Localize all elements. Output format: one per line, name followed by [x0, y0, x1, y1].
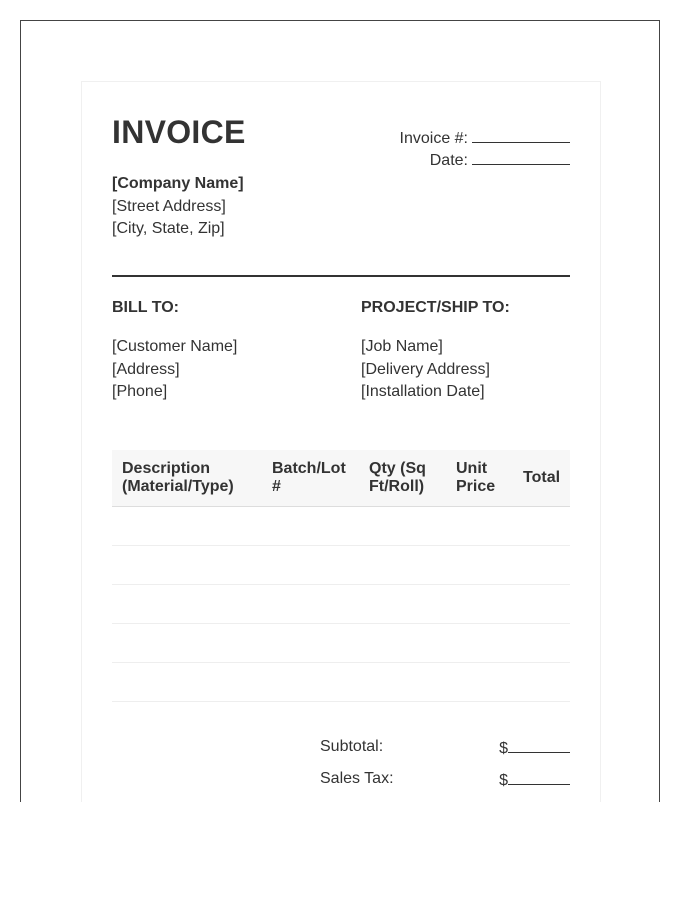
header-unit-price-line1: Unit	[456, 460, 488, 477]
header-unit-price-line2: Price	[456, 478, 496, 495]
subtotal-currency: $	[499, 740, 508, 757]
ship-to-block	[361, 336, 490, 404]
header-total-line1: Total	[523, 469, 561, 486]
subtotal-blank[interactable]	[508, 738, 570, 753]
sales-tax-label: Sales Tax:	[320, 770, 394, 787]
date-label: Date:	[429, 152, 468, 169]
bill-to-block	[112, 336, 237, 404]
company-street: [Street Address]	[112, 197, 226, 215]
table-row[interactable]	[112, 507, 570, 546]
line-items-table	[112, 450, 570, 702]
header-qty	[359, 460, 446, 496]
invoice-number-blank[interactable]	[472, 128, 570, 143]
sales-tax-value[interactable]	[499, 770, 570, 790]
customer-address: [Address]	[112, 360, 180, 378]
header-qty-line1: Qty (Sq	[369, 460, 426, 477]
header-unit-price	[446, 460, 513, 496]
customer-name: [Customer Name]	[112, 338, 238, 355]
header-description	[112, 460, 262, 496]
bill-to-heading: BILL TO:	[112, 299, 179, 316]
header-divider	[112, 275, 570, 277]
header-description-line2: (Material/Type)	[122, 478, 234, 495]
table-header	[112, 450, 570, 507]
company-name: [Company Name]	[112, 175, 244, 192]
invoice-number-label: Invoice #:	[399, 130, 468, 147]
table-row[interactable]	[112, 546, 570, 585]
delivery-address: [Delivery Address]	[361, 360, 490, 378]
company-city: [City, State, Zip]	[112, 220, 225, 237]
invoice-title: INVOICE	[112, 114, 246, 150]
subtotal-label: Subtotal:	[320, 738, 384, 755]
header-batch-lot-line1: Batch/Lot	[272, 460, 346, 477]
sales-tax-blank[interactable]	[508, 770, 570, 785]
table-row[interactable]	[112, 585, 570, 624]
company-block	[112, 173, 244, 241]
header-qty-line2: Ft/Roll)	[369, 478, 425, 495]
header-batch-lot-line2: #	[272, 478, 281, 495]
header-total	[513, 469, 570, 487]
table-row[interactable]	[112, 624, 570, 663]
job-name: [Job Name]	[361, 338, 443, 355]
header-description-line1: Description	[122, 460, 211, 477]
date-blank[interactable]	[472, 150, 570, 165]
table-row[interactable]	[112, 663, 570, 702]
installation-date: [Installation Date]	[361, 383, 485, 400]
date-row	[430, 150, 570, 170]
sales-tax-currency: $	[499, 772, 508, 789]
header-batch-lot	[262, 460, 359, 496]
ship-to-heading: PROJECT/SHIP TO:	[361, 299, 510, 316]
invoice-number-row	[400, 128, 570, 148]
customer-phone: [Phone]	[112, 383, 168, 400]
subtotal-value[interactable]	[499, 738, 570, 758]
